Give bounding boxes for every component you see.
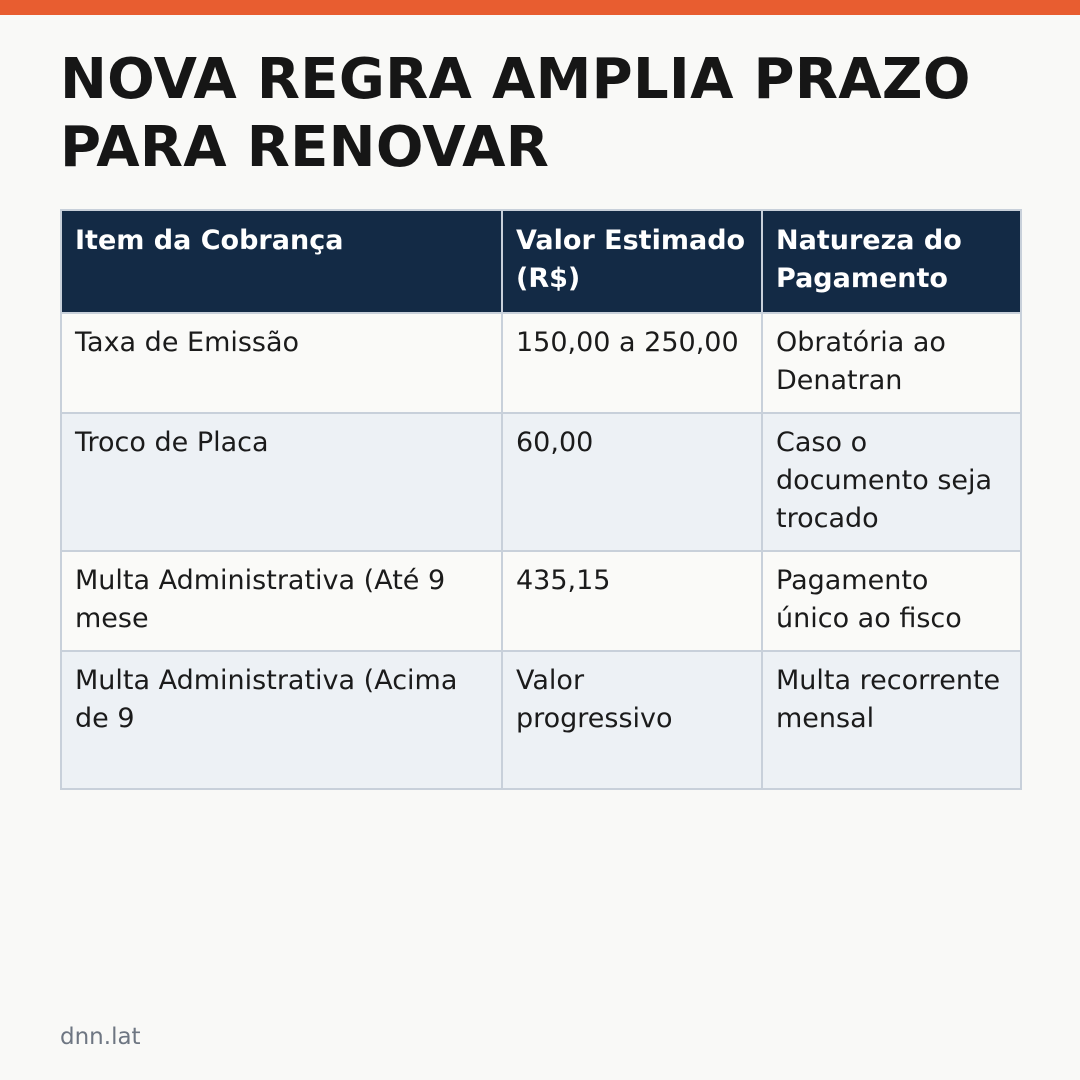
table-cell-item: Multa Administrativa (Acima de 9 <box>61 651 502 789</box>
table-cell-item: Taxa de Emissão <box>61 313 502 413</box>
table-cell-nature: Caso o documento seja trocado <box>762 413 1021 551</box>
table-cell-value: Valor progressivo <box>502 651 762 789</box>
table-row <box>61 551 1021 651</box>
table-cell-value: 60,00 <box>502 413 762 551</box>
headline: NOVA REGRA AMPLIA PRAZO PARA RENOVAR <box>60 47 971 180</box>
top-accent-bar <box>0 0 1080 15</box>
column-header-nature: Natureza do Pagamento <box>762 210 1021 313</box>
table-cell-item: Troco de Placa <box>61 413 502 551</box>
table-cell-nature: Obratória ao Denatran <box>762 313 1021 413</box>
fee-table <box>60 209 1022 790</box>
table-row <box>61 313 1021 413</box>
table-cell-value: 150,00 a 250,00 <box>502 313 762 413</box>
table-cell-value: 435,15 <box>502 551 762 651</box>
table-header-row <box>61 210 1021 313</box>
table-cell-item: Multa Administrativa (Até 9 mese <box>61 551 502 651</box>
source-label: dnn.lat <box>60 1024 141 1050</box>
table-cell-nature: Multa recorrente mensal <box>762 651 1021 789</box>
table-row <box>61 651 1021 789</box>
table-cell-nature: Pagamento único ao fisco <box>762 551 1021 651</box>
column-header-value: Valor Estimado (R$) <box>502 210 762 313</box>
table-row <box>61 413 1021 551</box>
column-header-item: Item da Cobrança <box>61 210 502 313</box>
